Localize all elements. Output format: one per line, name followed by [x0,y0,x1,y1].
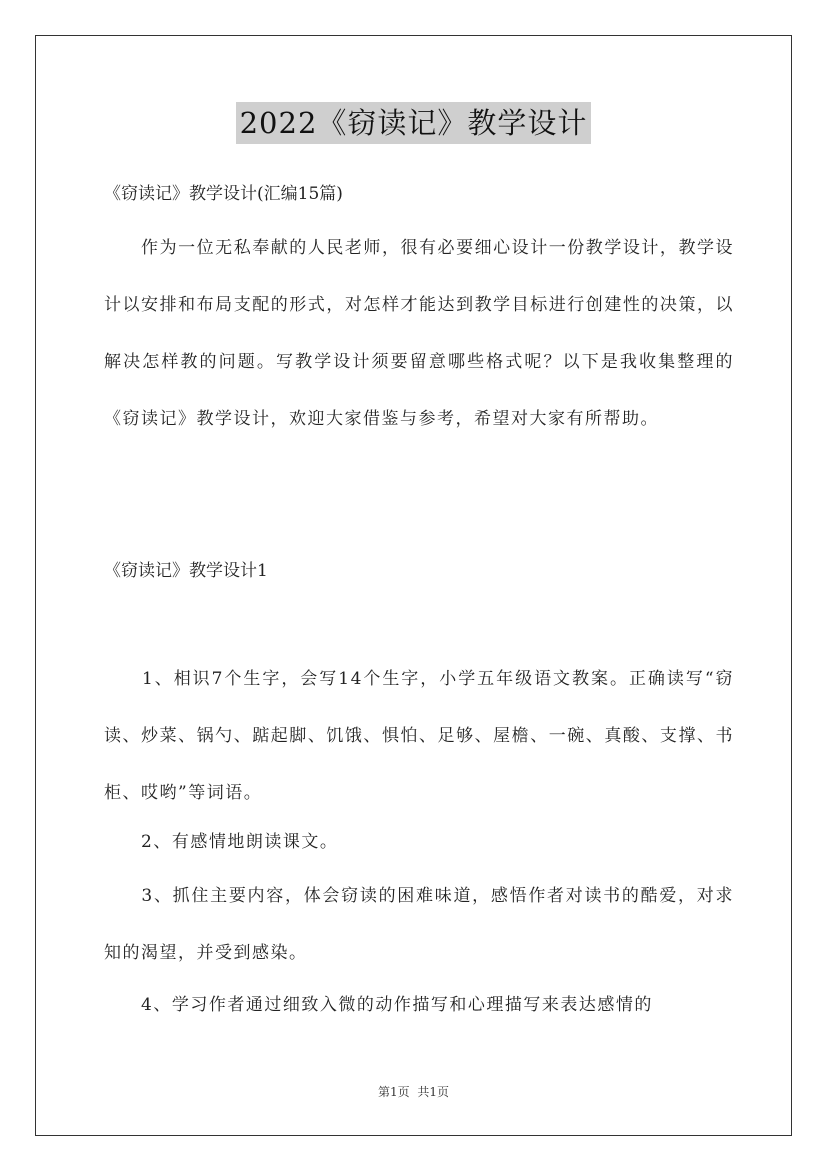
page-footer [0,1083,827,1100]
page-number: 第1页 [377,1085,410,1099]
objective-item-4: 4、学习作者通过细致入微的动作描写和心理描写来表达感情的 [104,995,653,1015]
page-total: 共1页 [417,1085,450,1099]
document-subtitle: 《窃读记》教学设计(汇编15篇) [104,184,343,204]
objective-item-2: 2、有感情地朗读课文。 [104,832,339,852]
document-title: 2022《窃读记》教学设计 [236,102,592,144]
title-container [0,102,827,144]
section-heading: 《窃读记》教学设计1 [104,561,268,581]
intro-paragraph: 作为一位无私奉献的人民老师，很有必要细心设计一份教学设计，教学设计以安排和布局支配的形式，对怎样才能达到教学目标进行创建性的决策，以解决怎样教的问题。写教学设计须要留意哪些格式呢？以下是我收集整理的《窃读记》教学设计，欢迎大家借鉴与参考，希望对大家有所帮助。 [104,238,734,429]
objective-item-1: 1、相识7个生字，会写14个生字，小学五年级语文教案。正确读写“窃读、炒菜、锅勺、踮起脚、饥饿、惧怕、足够、屋檐、一碗、真酸、支撑、书柜、哎哟”等词语。 [104,669,734,803]
objective-item-3: 3、抓住主要内容，体会窃读的困难味道，感悟作者对读书的酷爱，对求知的渴望，并受到感染。 [104,886,734,963]
